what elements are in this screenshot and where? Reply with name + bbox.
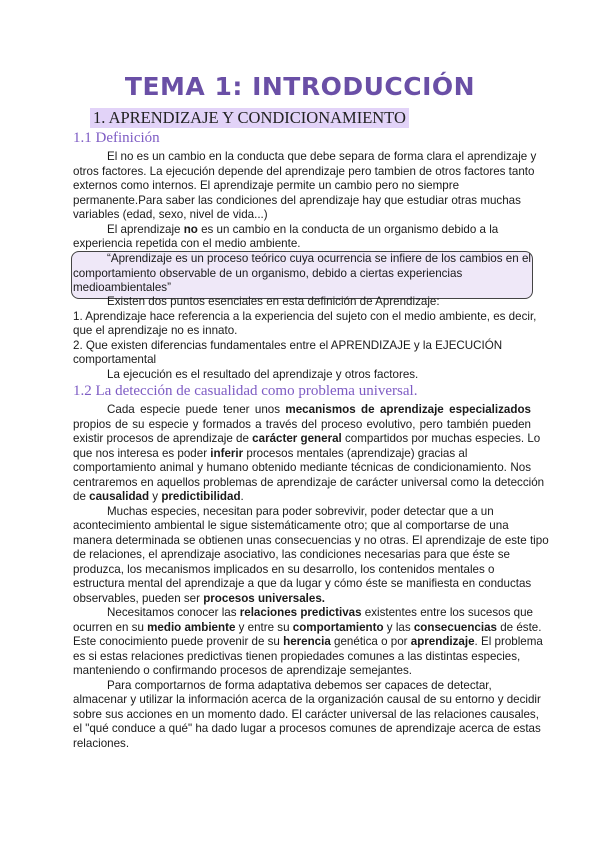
text-line — [73, 461, 531, 476]
text-segment: propios de su especie y formados a través del proceso evolutivo, pero también pueden — [73, 417, 531, 431]
text-segment: produzca, los mecanismos implicados en su desarrollo, los contenidos mentales o — [73, 562, 495, 576]
text-segment: 1. Aprendizaje hace referencia a la experiencia del sujeto con el medio ambiente, es decir, — [73, 309, 537, 323]
text-line — [73, 223, 531, 238]
text-line — [73, 432, 541, 447]
text-segment: que nos interesa es poder — [73, 446, 211, 460]
text-line — [73, 606, 531, 621]
bold-text: medio ambiente — [147, 620, 236, 634]
text-segment: compartidos por muchas especies. Lo — [341, 432, 541, 445]
text-line — [73, 447, 531, 462]
text-segment: Muchas especies, necesitan para poder sobrevivir, poder detectar que a un — [107, 504, 494, 518]
text-segment: Necesitamos conocer las — [107, 606, 240, 619]
text-line — [73, 194, 531, 209]
text-line — [73, 620, 542, 636]
text-line — [73, 635, 543, 650]
text-segment: de relaciones, el aprendizaje asociativo, las condiciones necesarias para que éste se — [73, 548, 510, 561]
text-segment: manera determinada se obtienen unas consecuencias y no otras. El aprendizaje de este tipo — [73, 533, 549, 547]
text-line — [73, 722, 541, 737]
text-segment: 2. Que existen diferencias fundamentales entre el APRENDIZAJE y la EJECUCIÓN — [73, 338, 503, 352]
definition-paragraphs — [73, 150, 537, 252]
text-line — [73, 339, 531, 354]
text-segment: de éste. — [497, 620, 542, 634]
bold-text: relaciones predictivas — [239, 606, 362, 619]
definition-quote — [73, 252, 531, 296]
text-segment: centraremos en aquellos problemas de aprendizaje de carácter universal como la detección — [73, 475, 545, 489]
text-segment: observables, pueden ser — [73, 591, 204, 605]
text-line — [73, 324, 531, 339]
bold-text: consecuencias — [413, 620, 497, 634]
bold-text: comportamiento — [292, 620, 384, 634]
text-line — [73, 309, 537, 325]
text-segment: . — [240, 490, 244, 503]
text-segment: y — [149, 490, 162, 503]
text-segment: el "qué conduce a qué" ha dado lugar a procesos comunes de aprendizaje acerca de estas — [73, 722, 541, 735]
causality-paragraphs — [73, 403, 549, 751]
text-segment: otros factores. La ejecución depende del aprendizaje pero tambien de otros factores tanto — [73, 164, 535, 178]
text-line — [73, 650, 531, 665]
text-line — [73, 237, 531, 252]
text-segment: y las — [383, 620, 414, 634]
text-segment: relaciones. — [73, 736, 130, 750]
text-line — [73, 208, 531, 223]
text-segment: estructura mental del aprendizaje a que da lugar y cómo éste se manifiesta en conductas — [73, 577, 532, 590]
text-segment: Cada especie puede tener unos — [107, 403, 286, 416]
text-segment: almacenar y utilizar la información acerca de la organización causal de su entorno y decidir — [73, 693, 541, 706]
text-segment: Para comportarnos de forma adaptativa debemos ser capaces de detectar, — [107, 678, 492, 692]
text-segment: comportamental — [73, 353, 157, 366]
text-line — [73, 548, 531, 563]
bold-text: mecanismos de aprendizaje especializados — [285, 403, 531, 416]
document-title: TEMA 1: INTRODUCCIÓN — [124, 72, 476, 101]
text-segment: es si estas relaciones predictivas tienen propiedades comunes a las distintas especies, — [73, 649, 521, 663]
text-line — [73, 679, 531, 694]
definition-points — [73, 295, 537, 382]
text-line — [73, 281, 531, 296]
heading-deteccion-casualidad: 1.2 La detección de casualidad como problema universal. — [73, 383, 418, 399]
text-segment: variables (edad, sexo, nivel de vida...) — [73, 208, 268, 221]
text-segment: El no es un cambio en la conducta que debe separa de forma clara el aprendizaje y — [107, 150, 537, 163]
heading-definicion: 1.1 Definición — [73, 130, 160, 146]
bold-text: herencia — [283, 635, 331, 648]
text-line — [73, 563, 531, 578]
text-segment: Existen dos puntos esenciales en esta definición de Aprendizaje: — [107, 295, 440, 308]
text-line — [73, 267, 531, 282]
text-segment: manteniendo o confirmando procesos de aprendizaje semejantes. — [73, 664, 413, 677]
text-segment: ocurren en su — [73, 620, 148, 634]
text-line — [73, 403, 531, 418]
text-line — [73, 368, 531, 383]
text-line — [73, 150, 537, 165]
heading-aprendizaje-condicionamiento: 1. APRENDIZAJE Y CONDICIONAMIENTO — [90, 108, 409, 128]
text-segment: procesos mentales (aprendizaje) gracias al — [243, 446, 468, 460]
text-segment: acontecimiento ambiental le sigue sistemáticamente otro; que al comportarse de una — [73, 519, 509, 532]
text-line — [73, 737, 531, 752]
text-line — [73, 505, 531, 520]
text-segment: existir procesos de aprendizaje de — [73, 432, 253, 445]
text-line — [73, 533, 549, 549]
text-segment: experiencia repetida con el medio ambiente. — [73, 237, 301, 250]
text-segment: es un cambio en la conducta de un organismo debido a la — [197, 222, 499, 236]
text-line — [73, 475, 545, 491]
text-line — [73, 252, 531, 267]
text-segment: que el aprendizaje no es innato. — [73, 324, 238, 337]
text-line — [73, 664, 531, 679]
bold-text: causalidad — [89, 490, 150, 503]
text-line — [73, 577, 531, 592]
text-line — [73, 707, 539, 723]
text-segment: permanente.Para saber las condiciones del aprendizaje hay que estudiar otras muchas — [73, 193, 521, 207]
text-segment: comportamiento animal y humano obtenido mediante técnicas de condicionamiento. Nos — [73, 461, 531, 474]
text-segment: El aprendizaje — [107, 222, 184, 236]
text-segment: genética o por — [330, 635, 411, 648]
text-line — [73, 164, 535, 180]
text-segment: de — [73, 490, 90, 503]
text-line — [73, 693, 541, 708]
text-segment: . El problema — [474, 635, 543, 648]
text-line — [73, 490, 531, 505]
text-segment: “Aprendizaje es un proceso teórico cuya ocurrencia se infiere de los cambios en el — [107, 252, 531, 265]
text-segment: La ejecución es el resultado del aprendizaje y otros factores. — [107, 367, 419, 381]
bold-text: predictibilidad — [161, 490, 241, 503]
bold-text: inferir — [210, 446, 244, 460]
text-line — [73, 295, 531, 310]
bold-text: aprendizaje — [410, 635, 475, 648]
text-line — [73, 519, 531, 534]
text-segment: Este conocimiento puede provenir de su — [73, 635, 284, 648]
text-segment: sobre sus acciones en un momento dado. El carácter universal de las relaciones causales, — [73, 707, 539, 721]
text-segment: y entre su — [235, 620, 293, 634]
text-segment: comportamiento observable de un organismo, debido a ciertas experiencias — [73, 266, 463, 280]
bold-text: no — [183, 222, 198, 236]
text-line — [73, 592, 531, 607]
text-line — [73, 353, 531, 368]
text-segment: medioambientales” — [73, 281, 171, 294]
text-segment: externos como internos. El aprendizaje permite un cambio pero no siempre — [73, 179, 460, 192]
text-line — [73, 418, 531, 433]
bold-text: procesos universales. — [203, 591, 325, 605]
text-segment: existentes entre los sucesos que — [361, 606, 533, 619]
bold-text: carácter general — [252, 432, 342, 445]
text-line — [73, 179, 531, 194]
